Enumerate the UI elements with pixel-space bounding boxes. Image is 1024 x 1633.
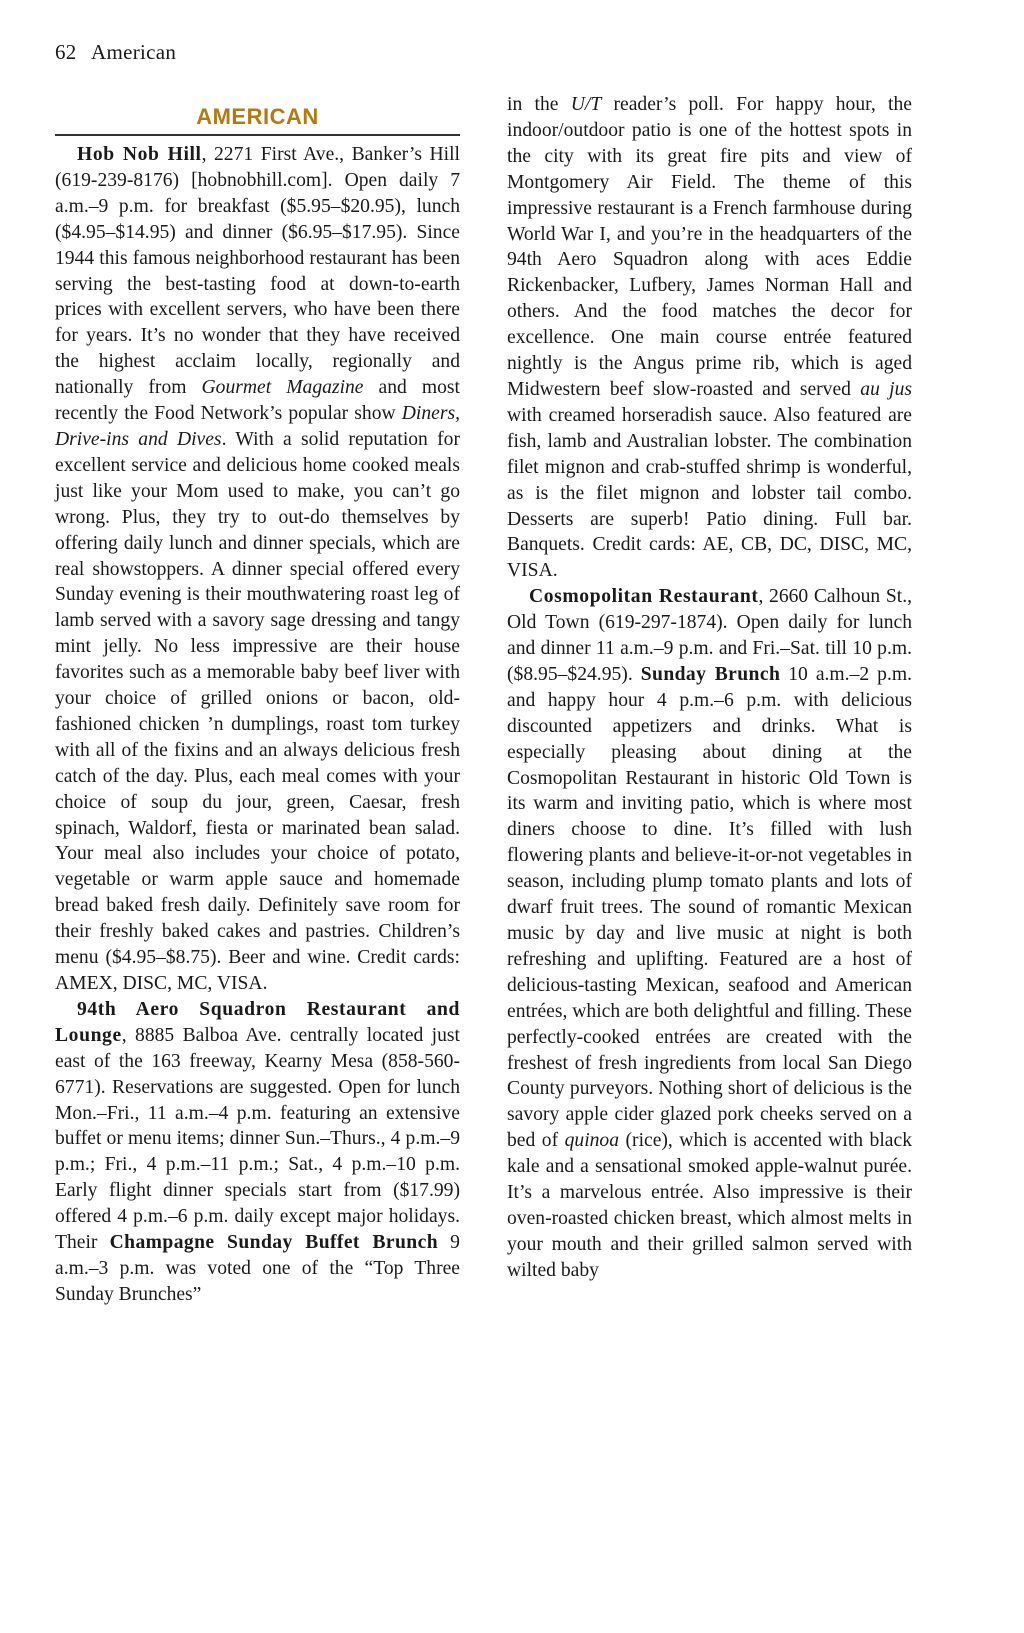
entry-94th-aero-squadron-continued xyxy=(507,92,912,584)
entry-text: , 2271 First Ave., Banker’s Hill (619-239-8176) [hobnobhill.com]. Open daily 7 a.m.–9 p.m. for breakfast ($5.95–$20.95), lunch ($4.95–$14.95) and dinner ($6.95–$17.95). Since 1944 this famous neighborhood restaurant has been serving the best-tasting food at down-to-earth prices with excellent servers, who have been there for years. It’s no wonder that they have received the highest acclaim locally, regionally and nationally from xyxy=(55,144,460,399)
entry-highlight: Champagne Sunday Buffet Brunch xyxy=(109,1232,438,1254)
right-column xyxy=(507,92,912,1284)
entry-italic: U/T xyxy=(570,94,602,115)
running-head xyxy=(55,40,176,65)
entry-italic: Diners, Drive-ins and Dives xyxy=(55,403,460,450)
entry-italic: Gourmet Magazine xyxy=(201,377,364,399)
restaurant-name: 94th Aero Squadron Restaurant and Lounge xyxy=(55,998,460,1046)
entry-hob-nob-hill xyxy=(55,142,460,997)
running-head-section: American xyxy=(91,40,177,64)
left-column xyxy=(55,92,460,1308)
entry-cosmopolitan-restaurant xyxy=(507,584,912,1283)
entry-text: , 2660 Calhoun St., Old Town (619-297-1874). Open daily for lunch and dinner 11 a.m.–9 p.m. and Fri.–Sat. till 10 p.m. ($8.95–$24.95). xyxy=(507,586,912,685)
entry-italic: au jus xyxy=(860,378,913,400)
entry-text: , 8885 Balboa Ave. centrally located just east of the 163 freeway, Kearny Mesa (858-560-6771). Reservations are suggested. Open for lunch Mon.–Fri., 11 a.m.–4 p.m. featuring an extensive buffet or menu items; dinner Sun.–Thurs., 4 p.m.–9 p.m.; Fri., 4 p.m.–11 p.m.; Sat., 4 p.m.–10 p.m. Early flight dinner specials start from ($17.99) offered 4 p.m.–6 p.m. daily except major holidays. Their xyxy=(55,1024,460,1254)
entry-text: with creamed horseradish sauce. Also featured are fish, lamb and Australian lobster. The combination filet mignon and crab-stuffed shrimp is wonderful, as is the filet mignon and lobster tail combo. Desserts are superb! Patio dining. Full bar. Banquets. Credit cards: AE, CB, DC, DISC, MC, VISA. xyxy=(507,404,912,582)
entry-text: in the xyxy=(507,94,571,115)
entry-italic: quinoa xyxy=(564,1130,620,1152)
restaurant-name: Cosmopolitan Restaurant xyxy=(529,586,759,608)
page-number: 62 xyxy=(55,40,77,64)
entry-text: (rice), which is accented with black kale and a sensational smoked apple-walnut purée. It’s a marvelous entrée. Also impressive is their oven-roasted chicken breast, which almost melts in your mouth and their grilled salmon served with wilted baby xyxy=(507,1130,912,1281)
entry-text: reader’s poll. For happy hour, the indoor/outdoor patio is one of the hottest spots in the city with its great fire pits and view of Montgomery Air Field. The theme of this impressive restaurant is a French farmhouse during World War I, and you’re in the headquarters of the 94th Aero Squadron along with aces Eddie Rickenbacker, Lufbery, James Norman Hall and others. And the food matches the decor for excellence. One main course entrée featured nightly is the Angus prime rib, which is aged Midwestern beef slow-roasted and served xyxy=(507,94,912,400)
section-title: AMERICAN xyxy=(55,92,460,136)
entry-text: . With a solid reputation for excellent service and delicious home cooked meals just like your Mom used to make, you can’t go wrong. Plus, they try to out-do themselves by offering daily lunch and dinner specials, which are real showstoppers. A dinner special offered every Sunday evening is their mouthwatering roast leg of lamb served with a savory sage dressing and tangy mint jelly. No less impressive are their house favorites such as a memorable baby beef liver with your choice of grilled onions or bacon, old-fashioned chicken ’n dumplings, roast tom turkey with all of the fixins and an always delicious fresh catch of the day. Plus, each meal comes with your choice of soup du jour, green, Caesar, fresh spinach, Waldorf, fiesta or marinated bean salad. Your meal also includes your choice of potato, vegetable or warm apple sauce and homemade bread baked fresh daily. Definitely save room for their freshly baked cakes and pastries. Children’s menu ($4.95–$8.75). Beer and wine. Credit cards: AMEX, DISC, MC, VISA. xyxy=(55,428,460,994)
entry-text: and most recently the Food Network’s popular show xyxy=(55,377,460,425)
entry-text: 9 a.m.–3 p.m. was voted one of the “Top Three Sunday Brunches” xyxy=(55,1232,460,1305)
entry-highlight: Sunday Brunch xyxy=(640,663,781,685)
restaurant-name: Hob Nob Hill xyxy=(77,144,202,165)
entry-text: 10 a.m.–2 p.m. and happy hour 4 p.m.–6 p.m. with delicious discounted appetizers and drinks. What is especially pleasing about dining at the Cosmopolitan Restaurant in historic Old Town is its warm and inviting patio, which is where most diners choose to dine. It’s filled with lush flowering plants and believe-it-or-not vegetables in season, including plump tomato plants and lots of dwarf fruit trees. The sound of romantic Mexican music by day and live music at night is both refreshing and uplifting. Featured are a host of delicious-tasting Mexican, seafood and American entrées, which are both delightful and filling. These perfectly-cooked entrées are created with the freshest of fresh ingredients from local San Diego County purveyors. Nothing short of delicious is the savory apple cider glazed pork cheeks served on a bed of xyxy=(507,663,913,1152)
entry-94th-aero-squadron xyxy=(55,997,460,1308)
